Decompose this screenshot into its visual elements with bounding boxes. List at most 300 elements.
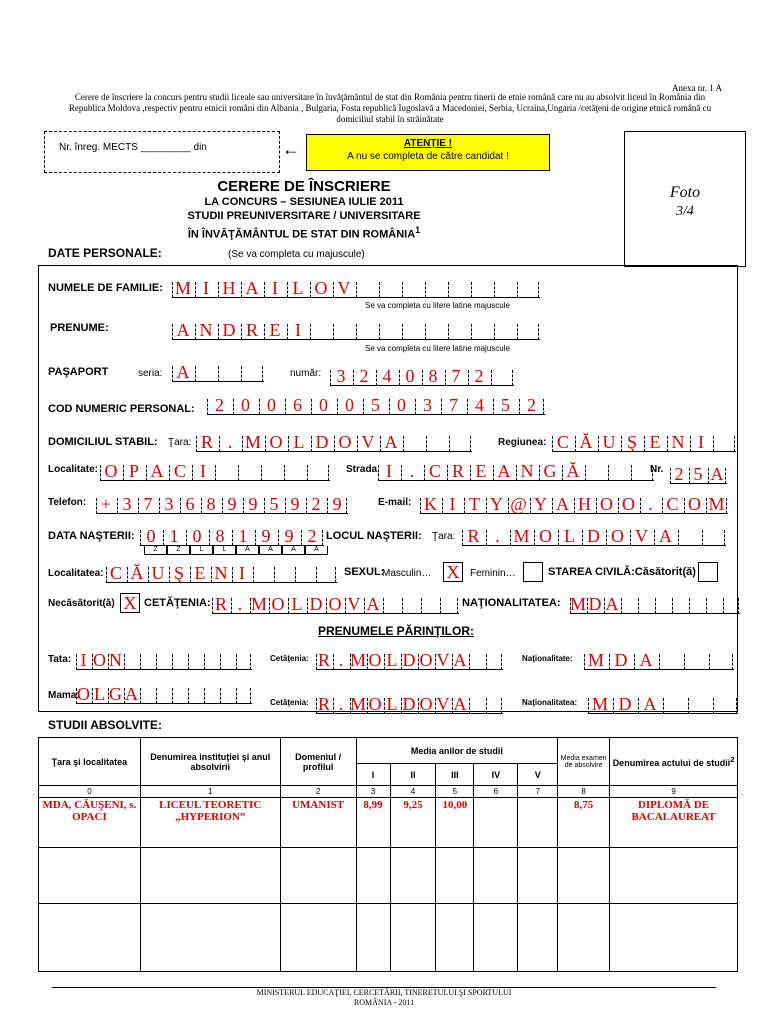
letter-cell[interactable]: L <box>384 692 401 714</box>
phone-field[interactable] <box>96 492 348 514</box>
letter-cell[interactable] <box>307 459 330 481</box>
letter-cell[interactable]: O <box>100 459 123 481</box>
letter-cell[interactable] <box>471 318 494 340</box>
street-field[interactable] <box>378 459 654 481</box>
footnote-marker: 1 <box>415 225 421 235</box>
mother-citizenship-field[interactable] <box>316 692 503 714</box>
letter-cell[interactable] <box>172 682 188 704</box>
letter-cell[interactable] <box>274 561 295 583</box>
letter-cell[interactable]: 0 <box>399 364 422 386</box>
letter-cell[interactable] <box>140 648 156 670</box>
letter-cell[interactable] <box>402 276 425 298</box>
letter-cell[interactable]: U <box>598 430 621 452</box>
mother-field[interactable] <box>76 682 252 704</box>
letter-cell[interactable]: U <box>148 561 169 583</box>
letter-cell[interactable]: 2 <box>670 462 689 484</box>
letter-cell[interactable]: 0 <box>337 393 363 415</box>
father-citizenship-field[interactable] <box>316 648 503 670</box>
letter-cell[interactable]: A <box>453 694 468 714</box>
letter-cell[interactable]: O <box>368 694 383 714</box>
letter-cell[interactable] <box>655 592 672 614</box>
form-subtitle-studies: STUDII PREUNIVERSITARE / UNIVERSITARE <box>187 210 421 222</box>
letter-cell[interactable]: 5 <box>264 492 285 514</box>
empty-cell[interactable] <box>356 904 390 972</box>
letter-cell[interactable]: Y <box>486 492 508 514</box>
letter-cell[interactable]: C <box>169 459 192 481</box>
letter-cell[interactable] <box>241 360 264 382</box>
letter-cell[interactable]: L <box>287 276 310 298</box>
letter-cell[interactable]: 0 <box>389 393 415 415</box>
letter-cell[interactable] <box>426 430 449 452</box>
letter-cell[interactable] <box>621 592 638 614</box>
letter-cell[interactable] <box>706 592 723 614</box>
letter-cell[interactable]: 2 <box>207 393 233 415</box>
letter-cell[interactable]: V <box>333 276 356 298</box>
letter-cell[interactable]: A <box>638 692 663 714</box>
letter-cell[interactable]: R <box>241 318 264 340</box>
letter-cell[interactable]: V <box>436 694 451 714</box>
letter-cell[interactable]: R <box>317 694 331 714</box>
letter-cell[interactable]: 8 <box>422 364 445 386</box>
letter-cell[interactable]: D <box>588 594 603 614</box>
letter-cell[interactable]: C <box>662 492 684 514</box>
letter-cell[interactable]: Ă <box>562 459 585 481</box>
letter-cell[interactable]: 6 <box>285 393 311 415</box>
empty-cell[interactable] <box>39 904 141 972</box>
letter-cell[interactable] <box>218 360 241 382</box>
letter-cell[interactable]: M <box>350 694 368 714</box>
letter-cell[interactable]: C <box>424 459 447 481</box>
letter-cell[interactable] <box>684 648 709 670</box>
letter-cell[interactable]: 2 <box>301 524 324 546</box>
letter-cell[interactable] <box>220 682 236 704</box>
cell-country[interactable]: MDA, CĂUŞENI, s. OPACI <box>39 798 141 848</box>
letter-cell[interactable]: D <box>218 318 241 340</box>
letter-cell[interactable]: 2 <box>306 492 327 514</box>
cell-act[interactable]: DIPLOMĂ DE BACALAUREAT <box>610 798 738 848</box>
letter-cell[interactable]: 8 <box>209 524 232 546</box>
letter-cell[interactable]: I <box>378 459 401 481</box>
letter-cell[interactable]: Ă <box>127 561 148 583</box>
letter-cell[interactable]: . <box>486 524 510 546</box>
letter-cell[interactable]: O <box>368 650 383 670</box>
letter-cell[interactable]: V <box>436 650 451 670</box>
letter-cell[interactable]: A <box>172 360 195 382</box>
letter-cell[interactable]: A <box>364 592 383 614</box>
letter-cell[interactable]: 5 <box>493 393 519 415</box>
letter-cell[interactable]: 8 <box>201 492 222 514</box>
letter-cell[interactable] <box>403 430 426 452</box>
letter-cell[interactable]: 9 <box>243 492 264 514</box>
letter-cell[interactable]: O <box>334 430 357 452</box>
empty-cell[interactable] <box>518 848 558 904</box>
letter-cell[interactable]: O <box>310 276 333 298</box>
letter-cell[interactable]: N <box>516 459 539 481</box>
letter-cell[interactable] <box>517 276 540 298</box>
locality-field[interactable] <box>100 459 330 481</box>
empty-cell[interactable] <box>140 904 280 972</box>
letter-cell[interactable]: . <box>231 592 250 614</box>
empty-cell[interactable] <box>140 848 280 904</box>
cell-year-2[interactable]: 9,25 <box>390 798 436 848</box>
nationality-field[interactable] <box>570 592 740 614</box>
letter-cell[interactable]: L <box>558 524 582 546</box>
empty-cell[interactable] <box>390 848 436 904</box>
letter-cell[interactable]: 2 <box>353 364 376 386</box>
letter-cell[interactable]: Ş <box>621 430 644 452</box>
letter-cell[interactable]: 4 <box>376 364 399 386</box>
letter-cell[interactable] <box>236 648 252 670</box>
letter-cell[interactable] <box>517 318 540 340</box>
letter-cell[interactable]: A <box>552 492 574 514</box>
birth-locality-field[interactable] <box>106 561 337 583</box>
letter-cell[interactable]: I <box>690 430 713 452</box>
cell-year-3[interactable]: 10,00 <box>436 798 474 848</box>
letter-cell[interactable]: R <box>462 524 486 546</box>
empty-cell[interactable] <box>436 848 474 904</box>
letter-cell[interactable]: D <box>582 524 606 546</box>
letter-cell[interactable] <box>585 459 608 481</box>
letter-cell[interactable]: H <box>218 276 241 298</box>
letter-cell[interactable]: 6 <box>180 492 201 514</box>
letter-cell[interactable]: R <box>317 650 331 670</box>
letter-cell[interactable] <box>723 592 740 614</box>
letter-cell[interactable]: M <box>706 492 728 514</box>
letter-cell[interactable]: V <box>345 592 364 614</box>
letter-cell[interactable]: R <box>196 430 219 452</box>
letter-cell[interactable]: 0 <box>259 393 285 415</box>
email-field[interactable] <box>420 492 728 514</box>
birthdate-field[interactable] <box>140 524 324 546</box>
letter-cell[interactable]: K <box>420 492 442 514</box>
letter-cell[interactable] <box>379 276 402 298</box>
letter-cell[interactable]: 1 <box>232 524 255 546</box>
letter-cell[interactable] <box>638 592 655 614</box>
cell-institution[interactable]: LICEUL TEORETIC „HYPERION” <box>140 798 280 848</box>
letter-cell[interactable]: 9 <box>285 492 306 514</box>
letter-cell[interactable]: Y <box>530 492 552 514</box>
letter-cell[interactable] <box>471 276 494 298</box>
letter-cell[interactable]: . <box>333 692 350 714</box>
letter-cell[interactable]: O <box>534 524 558 546</box>
cell-year-5[interactable] <box>518 798 558 848</box>
letter-cell[interactable]: N <box>109 650 123 670</box>
letter-cell[interactable]: E <box>190 561 211 583</box>
letter-cell[interactable]: 9 <box>278 524 301 546</box>
letter-cell[interactable]: L <box>384 648 401 670</box>
letter-cell[interactable] <box>379 318 402 340</box>
letter-cell[interactable]: 0 <box>186 524 209 546</box>
letter-cell[interactable]: I <box>287 318 310 340</box>
letter-cell[interactable]: A <box>654 524 678 546</box>
letter-cell[interactable]: O <box>596 492 618 514</box>
letter-cell[interactable]: 3 <box>117 492 138 514</box>
letter-cell[interactable] <box>383 592 402 614</box>
letter-cell[interactable]: O <box>326 592 345 614</box>
letter-cell[interactable]: I <box>192 459 215 481</box>
birthplace-label: LOCUL NAŞTERII: <box>326 530 422 542</box>
letter-cell[interactable]: H <box>574 492 596 514</box>
letter-cell[interactable]: O <box>93 650 107 670</box>
letter-cell[interactable] <box>448 318 471 340</box>
house-number-field[interactable] <box>670 462 727 484</box>
letter-cell[interactable]: 4 <box>467 393 493 415</box>
letter-cell[interactable]: A <box>605 594 620 614</box>
empty-cell[interactable] <box>518 904 558 972</box>
letter-cell[interactable] <box>659 648 684 670</box>
letter-cell[interactable] <box>140 682 156 704</box>
letter-cell[interactable]: A <box>241 276 264 298</box>
letter-cell[interactable] <box>421 592 440 614</box>
letter-cell[interactable]: N <box>211 561 232 583</box>
citizenship-field[interactable] <box>212 592 459 614</box>
letter-cell[interactable]: T <box>464 492 486 514</box>
letter-cell[interactable]: I <box>232 561 253 583</box>
letter-cell[interactable]: O <box>606 524 630 546</box>
empty-cell[interactable] <box>474 848 518 904</box>
letter-cell[interactable]: D <box>307 592 326 614</box>
cell-year-4[interactable] <box>474 798 518 848</box>
empty-cell[interactable] <box>436 904 474 972</box>
letter-cell[interactable]: M <box>172 276 195 298</box>
letter-cell[interactable]: 7 <box>138 492 159 514</box>
letter-cell[interactable] <box>678 524 702 546</box>
letter-cell[interactable]: M <box>350 650 368 670</box>
letter-cell[interactable]: E <box>264 318 287 340</box>
father-nationality-field[interactable] <box>584 648 734 670</box>
letter-cell[interactable]: 7 <box>441 393 467 415</box>
letter-cell[interactable]: L <box>94 684 106 704</box>
letter-cell[interactable]: O <box>419 694 434 714</box>
letter-cell[interactable] <box>156 648 172 670</box>
empty-cell[interactable] <box>39 848 141 904</box>
letter-cell[interactable] <box>253 561 274 583</box>
letter-cell[interactable]: O <box>684 492 706 514</box>
letter-cell[interactable] <box>663 692 688 714</box>
letter-cell[interactable] <box>195 360 218 382</box>
single-checkbox[interactable]: X <box>120 593 140 613</box>
letter-cell[interactable] <box>491 364 514 386</box>
letter-cell[interactable]: 0 <box>311 393 337 415</box>
letter-cell[interactable]: L <box>288 592 307 614</box>
letter-cell[interactable]: 0 <box>233 393 259 415</box>
letter-cell[interactable]: 0 <box>140 524 163 546</box>
letter-cell[interactable]: + <box>96 492 117 514</box>
letter-cell[interactable]: M <box>584 648 609 670</box>
letter-cell[interactable]: 5 <box>689 462 708 484</box>
letter-cell[interactable]: D <box>613 692 638 714</box>
letter-cell[interactable]: M <box>510 524 534 546</box>
letter-cell[interactable] <box>689 592 706 614</box>
letter-cell[interactable]: 3 <box>159 492 180 514</box>
letter-cell[interactable]: 5 <box>363 393 389 415</box>
letter-cell[interactable] <box>188 682 204 704</box>
letter-cell[interactable]: M <box>242 430 265 452</box>
married-checkbox[interactable] <box>698 562 718 582</box>
letter-cell[interactable]: D <box>402 694 417 714</box>
cell-domain[interactable]: UMANIST <box>280 798 356 848</box>
letter-cell[interactable]: A <box>453 650 468 670</box>
empty-cell[interactable] <box>280 904 356 972</box>
empty-cell[interactable] <box>610 904 738 972</box>
letter-cell[interactable]: V <box>630 524 654 546</box>
letter-cell[interactable] <box>261 459 284 481</box>
date-format-cell: A <box>236 546 259 555</box>
letter-cell[interactable]: M <box>570 594 588 614</box>
letter-cell[interactable] <box>425 276 448 298</box>
letter-cell[interactable] <box>448 276 471 298</box>
letter-cell[interactable]: Ş <box>169 561 190 583</box>
letter-cell[interactable]: I <box>264 276 287 298</box>
letter-cell[interactable]: D <box>402 650 417 670</box>
letter-cell[interactable] <box>440 592 459 614</box>
letter-cell[interactable]: I <box>442 492 464 514</box>
letter-cell[interactable]: M <box>250 594 268 614</box>
cell-year-1[interactable]: 8,99 <box>356 798 390 848</box>
letter-cell[interactable]: I <box>76 648 92 670</box>
letter-cell[interactable] <box>204 648 220 670</box>
mother-nationality-field[interactable] <box>588 692 738 714</box>
footer-country: ROMÂNIA - 2011 <box>353 998 415 1007</box>
letter-cell[interactable]: A <box>172 318 195 340</box>
letter-cell[interactable] <box>295 561 316 583</box>
letter-cell[interactable] <box>672 592 689 614</box>
letter-cell[interactable]: . <box>401 459 424 481</box>
letter-cell[interactable]: P <box>123 459 146 481</box>
letter-cell[interactable]: Ă <box>575 430 598 452</box>
passport-number-field[interactable] <box>330 364 514 386</box>
letter-cell[interactable] <box>220 648 236 670</box>
date-format-cell: Z <box>167 546 190 555</box>
surname-field[interactable] <box>172 276 540 298</box>
letter-cell[interactable] <box>156 682 172 704</box>
letter-cell[interactable]: O <box>265 430 288 452</box>
letter-cell[interactable]: O <box>77 684 91 704</box>
letter-cell[interactable] <box>494 276 517 298</box>
letter-cell[interactable]: A <box>380 430 403 452</box>
letter-cell[interactable] <box>310 318 333 340</box>
firstname-field[interactable] <box>172 318 540 340</box>
letter-cell[interactable] <box>713 430 736 452</box>
letter-cell[interactable]: . <box>219 430 242 452</box>
letter-cell[interactable] <box>236 682 252 704</box>
letter-cell[interactable]: I <box>195 276 218 298</box>
passport-series-field[interactable] <box>172 360 264 382</box>
letter-cell[interactable] <box>215 459 238 481</box>
letter-cell[interactable] <box>486 692 503 714</box>
letter-cell[interactable]: G <box>539 459 562 481</box>
letter-cell[interactable]: N <box>667 430 690 452</box>
father-field[interactable] <box>76 648 252 670</box>
empty-cell[interactable] <box>610 848 738 904</box>
letter-cell[interactable]: A <box>708 462 727 484</box>
domicile-country-field[interactable] <box>196 430 472 452</box>
empty-cell[interactable] <box>390 904 436 972</box>
letter-cell[interactable]: D <box>609 648 634 670</box>
letter-cell[interactable]: E <box>644 430 667 452</box>
header-year-4: IV <box>474 764 518 786</box>
cnp-field[interactable] <box>207 393 545 415</box>
letter-cell[interactable] <box>469 692 486 714</box>
letter-cell[interactable]: . <box>333 648 350 670</box>
letter-cell[interactable]: D <box>311 430 334 452</box>
cell-exam[interactable]: 8,75 <box>558 798 610 848</box>
letter-cell[interactable] <box>402 318 425 340</box>
letter-cell[interactable]: 2 <box>519 393 545 415</box>
letter-cell[interactable] <box>688 692 713 714</box>
birth-country-field[interactable] <box>462 524 726 546</box>
letter-cell[interactable]: A <box>634 648 659 670</box>
letter-cell[interactable] <box>238 459 261 481</box>
letter-cell[interactable] <box>124 648 140 670</box>
letter-cell[interactable]: 9 <box>222 492 243 514</box>
letter-cell[interactable] <box>486 648 503 670</box>
empty-cell[interactable] <box>558 904 610 972</box>
letter-cell[interactable]: A <box>125 684 139 704</box>
letter-cell[interactable]: 3 <box>415 393 441 415</box>
letter-cell[interactable]: 9 <box>327 492 348 514</box>
letter-cell[interactable] <box>608 459 631 481</box>
letter-cell[interactable] <box>172 648 188 670</box>
letter-cell[interactable] <box>449 430 472 452</box>
letter-cell[interactable]: O <box>269 592 288 614</box>
letter-cell[interactable]: N <box>195 318 218 340</box>
letter-cell[interactable]: C <box>106 561 127 583</box>
letter-cell[interactable] <box>284 459 307 481</box>
letter-cell[interactable]: R <box>212 592 231 614</box>
empty-cell[interactable] <box>356 848 390 904</box>
letter-cell[interactable]: E <box>470 459 493 481</box>
letter-cell[interactable]: 9 <box>255 524 278 546</box>
letter-cell[interactable] <box>702 524 726 546</box>
letter-cell[interactable] <box>402 592 421 614</box>
letter-cell[interactable] <box>204 682 220 704</box>
letter-cell[interactable] <box>713 692 738 714</box>
region-field[interactable] <box>552 430 736 452</box>
empty-cell[interactable] <box>558 848 610 904</box>
letter-cell[interactable] <box>494 318 517 340</box>
letter-cell[interactable] <box>316 561 337 583</box>
letter-cell[interactable]: . <box>640 492 662 514</box>
letter-cell[interactable]: 7 <box>445 364 468 386</box>
letter-cell[interactable]: A <box>493 459 516 481</box>
letter-cell[interactable]: O <box>419 650 434 670</box>
letter-cell[interactable]: O <box>618 492 640 514</box>
letter-cell[interactable]: R <box>447 459 470 481</box>
male-checkbox[interactable]: X <box>443 562 463 582</box>
letter-cell[interactable]: G <box>109 684 123 704</box>
empty-cell[interactable] <box>474 904 518 972</box>
empty-cell[interactable] <box>280 848 356 904</box>
letter-cell[interactable] <box>425 318 448 340</box>
letter-cell[interactable]: M <box>588 692 613 714</box>
letter-cell[interactable] <box>356 318 379 340</box>
letter-cell[interactable]: 2 <box>468 364 491 386</box>
letter-cell[interactable]: 1 <box>163 524 186 546</box>
letter-cell[interactable]: A <box>146 459 169 481</box>
female-checkbox[interactable] <box>523 562 543 582</box>
letter-cell[interactable]: V <box>357 430 380 452</box>
letter-cell[interactable]: C <box>552 430 575 452</box>
letter-cell[interactable]: L <box>288 430 311 452</box>
letter-cell[interactable] <box>188 648 204 670</box>
letter-cell[interactable] <box>709 648 734 670</box>
letter-cell[interactable]: 3 <box>330 364 353 386</box>
letter-cell[interactable] <box>469 648 486 670</box>
letter-cell[interactable] <box>333 318 356 340</box>
letter-cell[interactable] <box>356 276 379 298</box>
letter-cell[interactable]: @ <box>508 492 530 514</box>
